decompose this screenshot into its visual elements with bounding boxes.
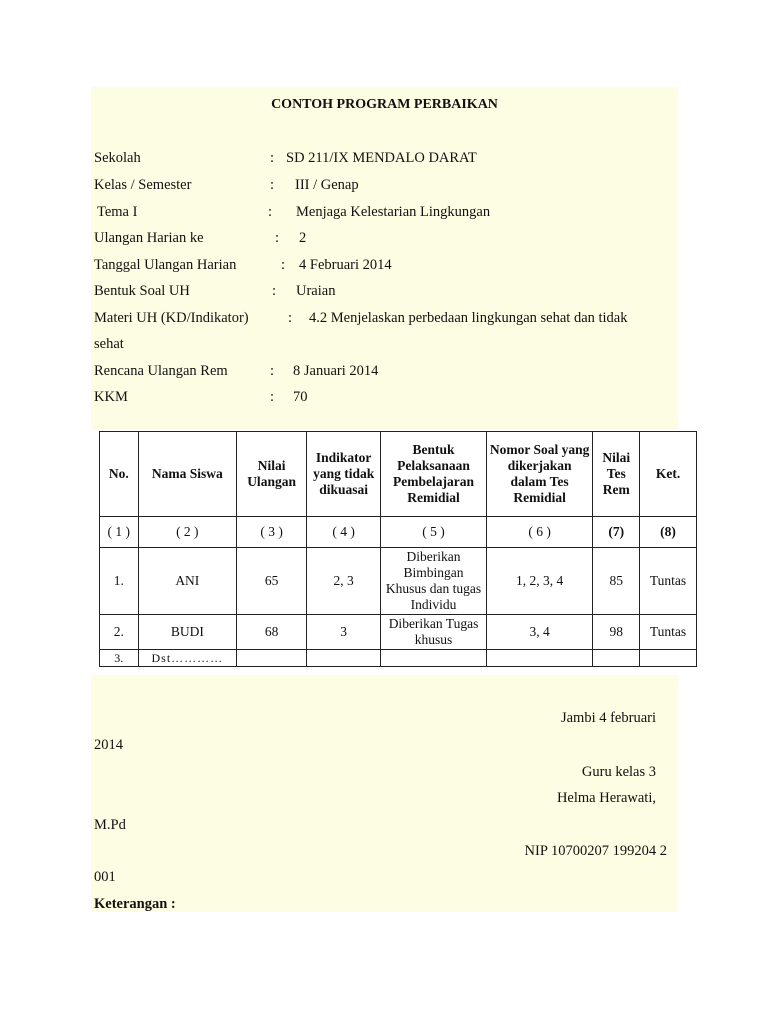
signature-degree: M.Pd	[94, 817, 126, 833]
cell-nilai	[237, 650, 307, 667]
cell-nomor: 3, 4	[486, 615, 593, 650]
header-bentuk: Bentuk Pelaksanaan Pembelajaran Remidial	[381, 432, 487, 517]
page-title: CONTOH PROGRAM PERBAIKAN	[271, 97, 498, 112]
signature-year: 2014	[94, 737, 123, 753]
header-ket: Ket.	[640, 432, 697, 517]
col-number: ( 2 )	[138, 517, 236, 548]
cell-nilai-tes: 98	[593, 615, 640, 650]
cell-indikator: 2, 3	[307, 548, 381, 615]
table-number-row	[100, 517, 697, 548]
cell-nomor	[486, 650, 593, 667]
table-header-row	[100, 432, 697, 517]
cell-nilai: 65	[237, 548, 307, 615]
cell-bentuk: Diberikan Tugas khusus	[381, 615, 487, 650]
table-row	[100, 650, 697, 667]
cell-ket: Tuntas	[640, 548, 697, 615]
cell-no: 3.	[100, 650, 139, 667]
cell-nama: ANI	[138, 548, 236, 615]
cell-nomor: 1, 2, 3, 4	[486, 548, 593, 615]
cell-bentuk: Diberikan Bimbingan Khusus dan tugas Individu	[381, 548, 487, 615]
header-no: No.	[100, 432, 139, 517]
cell-nama: BUDI	[138, 615, 236, 650]
cell-nama: Dst…………	[138, 650, 236, 667]
cell-no: 1.	[100, 548, 139, 615]
cell-ket: Tuntas	[640, 615, 697, 650]
col-number: (8)	[640, 517, 697, 548]
signature-role: Guru kelas 3	[581, 764, 656, 780]
col-number: ( 3 )	[237, 517, 307, 548]
signature-nip-cont: 001	[94, 869, 116, 885]
signature-name: Helma Herawati,	[556, 790, 656, 806]
header-nama: Nama Siswa	[138, 432, 236, 517]
col-number: ( 1 )	[100, 517, 139, 548]
header-indikator: Indikator yang tidak dikuasai	[307, 432, 381, 517]
col-number: ( 5 )	[381, 517, 487, 548]
col-number: (7)	[593, 517, 640, 548]
header-nomor-soal: Nomor Soal yang dikerjakan dalam Tes Remidial	[486, 432, 593, 517]
cell-indikator	[307, 650, 381, 667]
table-row	[100, 615, 697, 650]
keterangan-label: Keterangan :	[94, 896, 176, 912]
col-number: ( 4 )	[307, 517, 381, 548]
remedial-table	[99, 431, 697, 667]
header-nilai-tes: Nilai Tes Rem	[593, 432, 640, 517]
cell-indikator: 3	[307, 615, 381, 650]
cell-ket	[640, 650, 697, 667]
header-nilai: Nilai Ulangan	[237, 432, 307, 517]
cell-nilai-tes: 85	[593, 548, 640, 615]
col-number: ( 6 )	[486, 517, 593, 548]
cell-bentuk	[381, 650, 487, 667]
signature-nip: NIP 10700207 199204 2	[524, 843, 667, 859]
cell-no: 2.	[100, 615, 139, 650]
table-row	[100, 548, 697, 615]
signature-place-date: Jambi 4 februari	[560, 710, 656, 726]
cell-nilai: 68	[237, 615, 307, 650]
cell-nilai-tes	[593, 650, 640, 667]
